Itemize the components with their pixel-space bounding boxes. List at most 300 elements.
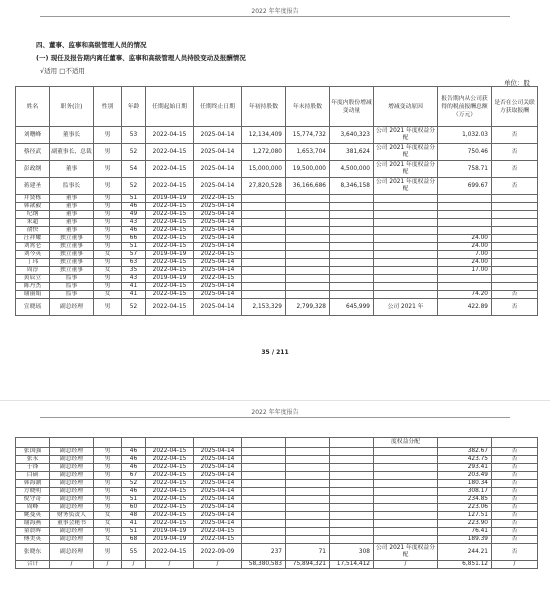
- cell-change: [330, 464, 374, 472]
- cell-related: 否: [492, 528, 538, 536]
- cell-start: 2022-04-15: [146, 259, 194, 267]
- cell-begin-shares: [242, 275, 286, 283]
- table-row: [16, 178, 538, 195]
- cell-end-shares: [286, 448, 330, 456]
- cell-pay: 234.85: [438, 496, 492, 504]
- cell-pay: [438, 211, 492, 219]
- cell-start: 2019-04-19: [146, 195, 194, 203]
- table-row: [16, 267, 538, 275]
- cell-gender: 男: [94, 472, 122, 480]
- cell-end: 2025-04-14: [194, 227, 242, 235]
- cell-pay: 750.46: [438, 144, 492, 161]
- cell-gender: 男: [94, 203, 122, 211]
- cell-begin-shares: [242, 472, 286, 480]
- cell-age: 46: [122, 464, 146, 472]
- cell-end: 2022-04-15: [194, 251, 242, 259]
- cell-begin-shares: [242, 536, 286, 544]
- cell-end-shares: [286, 267, 330, 275]
- cell-name: 彭政纲: [16, 161, 50, 178]
- cell-reason: [374, 504, 438, 512]
- cell-reason: [374, 275, 438, 283]
- cell-related: 否: [492, 544, 538, 561]
- cell-reason: [374, 488, 438, 496]
- cell-reason: [374, 520, 438, 528]
- cell-start: 2022-04-15: [146, 127, 194, 144]
- cell-name: 傅美英: [16, 536, 50, 544]
- cell-begin-shares: 12,134,409: [242, 127, 286, 144]
- cell-change: 3,640,323: [330, 127, 374, 144]
- cell-name: 蒋建圣: [16, 178, 50, 195]
- cell-gender: 男: [94, 178, 122, 195]
- cell-begin-shares: [242, 464, 286, 472]
- cell-title: 副总经理: [50, 299, 94, 316]
- cell-gender: 男: [94, 488, 122, 496]
- cell-name: 姚曼英: [16, 512, 50, 520]
- cell-name: 刘今英: [16, 251, 50, 259]
- cell-pay: [438, 227, 492, 235]
- cell-title: 独立董事: [50, 267, 94, 275]
- cell-begin-shares: [242, 203, 286, 211]
- cell-related: [492, 227, 538, 235]
- cell-pay: 293.41: [438, 464, 492, 472]
- cell-begin-shares: [242, 291, 286, 299]
- cell-start: 2019-04-19: [146, 251, 194, 259]
- cell-name: 谢海燕: [16, 520, 50, 528]
- cell-change: 381,624: [330, 144, 374, 161]
- cell-reason: [374, 195, 438, 203]
- section-title: 四、董事、监事和高级管理人员的情况: [36, 41, 147, 49]
- cell-end: 2025-04-14: [194, 161, 242, 178]
- cell-change: [330, 528, 374, 536]
- cell-begin-shares: [242, 528, 286, 536]
- cell-change: 4,500,000: [330, 161, 374, 178]
- cell-related: [492, 219, 538, 227]
- table-row: [16, 275, 538, 283]
- cell-end-shares: [286, 504, 330, 512]
- cell-related: 否: [492, 161, 538, 178]
- cell-age: 51: [122, 195, 146, 203]
- cell-age: 51: [122, 496, 146, 504]
- cell-name: 于锋: [16, 464, 50, 472]
- cell-end: 2025-04-14: [194, 291, 242, 299]
- cell-change: [330, 259, 374, 267]
- cell-start: 2022-04-15: [146, 203, 194, 211]
- cell-gender: 女: [94, 251, 122, 259]
- cell-name: 汪祥耀: [16, 235, 50, 243]
- cell-reason: /: [374, 561, 438, 569]
- cell-related: [492, 283, 538, 291]
- column-header: 年度内股份增减变动量: [330, 87, 374, 127]
- cell-change: [330, 195, 374, 203]
- cell-age: 46: [122, 227, 146, 235]
- cell-change: [330, 512, 374, 520]
- cell-begin-shares: 58,380,583: [242, 561, 286, 569]
- table-row: [16, 144, 538, 161]
- cell-title: 副总经理: [50, 496, 94, 504]
- table-row: [16, 504, 538, 512]
- cell-pay: [438, 283, 492, 291]
- table-row: [16, 283, 538, 291]
- cell-related: 否: [492, 472, 538, 480]
- column-header: 年初持股数: [242, 87, 286, 127]
- table-row: [16, 211, 538, 219]
- cell-end: 2025-04-14: [194, 144, 242, 161]
- cell-title: 副总经理: [50, 544, 94, 561]
- cell-end-shares: [286, 275, 330, 283]
- cell-gender: 男: [94, 275, 122, 283]
- cell-pay: 203.49: [438, 472, 492, 480]
- cell-age: 51: [122, 528, 146, 536]
- cell-change: 645,999: [330, 299, 374, 316]
- cell-end: 2025-04-14: [194, 235, 242, 243]
- cell-start: 2022-04-15: [146, 488, 194, 496]
- cell-end-shares: [286, 203, 330, 211]
- cell-end-shares: [286, 243, 330, 251]
- cell-pay: 244.21: [438, 544, 492, 561]
- subsection-title: (一) 现任及报告期内离任董事、监事和高级管理人员持股变动及报酬情况: [36, 54, 246, 62]
- cell-gender: 男: [94, 259, 122, 267]
- cell-name: 井贤栋: [16, 195, 50, 203]
- cell-related: 否: [492, 512, 538, 520]
- cell-reason: [374, 267, 438, 275]
- table-row: [16, 520, 538, 528]
- cell-title: 副总经理: [50, 488, 94, 496]
- cell-title: 董事: [50, 211, 94, 219]
- table-row: [16, 456, 538, 464]
- cell-pay: [438, 203, 492, 211]
- cell-title: 副总经理: [50, 464, 94, 472]
- cell-name: 童晨晖: [16, 528, 50, 536]
- table-row: [16, 448, 538, 456]
- cell-end-shares: [286, 283, 330, 291]
- cell-end-shares: 19,500,000: [286, 161, 330, 178]
- cell-gender: 男: [94, 161, 122, 178]
- cell-age: 43: [122, 219, 146, 227]
- cell-related: 否: [492, 299, 538, 316]
- cell-name: 丁玮: [16, 259, 50, 267]
- cell-start: 2022-04-15: [146, 299, 194, 316]
- cell-age: 48: [122, 512, 146, 520]
- cell-title: 董事: [50, 203, 94, 211]
- cell-related: [492, 203, 538, 211]
- header-rule-2: [40, 417, 510, 418]
- cell-age: 46: [122, 448, 146, 456]
- cell-name: 谢丽娟: [16, 291, 50, 299]
- cell-change: [330, 480, 374, 488]
- shareholding-table: [15, 86, 538, 316]
- table-row: [16, 195, 538, 203]
- cell-change: [330, 267, 374, 275]
- cell-related: [492, 267, 538, 275]
- cell-age: 41: [122, 283, 146, 291]
- cell-age: 43: [122, 275, 146, 283]
- cell-start: 2019-04-19: [146, 536, 194, 544]
- cell-related: 否: [492, 496, 538, 504]
- cell-gender: 女: [94, 512, 122, 520]
- cell-begin-shares: [242, 488, 286, 496]
- running-header: 2022 年年度报告: [251, 8, 299, 15]
- cell-begin-shares: [242, 283, 286, 291]
- cell-change: [330, 291, 374, 299]
- cell-reason: 公司 2021 年度权益分配: [374, 161, 438, 178]
- table-row: [16, 259, 538, 267]
- cell-end-shares: [286, 496, 330, 504]
- cell-gender: 女: [94, 267, 122, 275]
- cell-end-shares: [286, 456, 330, 464]
- cell-reason: [374, 291, 438, 299]
- cell-start: 2022-04-15: [146, 144, 194, 161]
- cell-end: 2025-04-14: [194, 219, 242, 227]
- cell-title: 监事长: [50, 178, 94, 195]
- cell-related: [492, 211, 538, 219]
- cell-age: 54: [122, 161, 146, 178]
- cell-reason: [374, 235, 438, 243]
- cell-age: 35: [122, 267, 146, 275]
- table-row: [16, 488, 538, 496]
- cell-start: 2019-04-19: [146, 528, 194, 536]
- cell-begin-shares: [242, 267, 286, 275]
- table-row: [16, 291, 538, 299]
- cell-end: 2025-04-14: [194, 456, 242, 464]
- cell-reason: 公司 2021 年: [374, 299, 438, 316]
- cell-gender: 女: [94, 520, 122, 528]
- cell-name: 张晓东: [16, 544, 50, 561]
- cell-name: 张永: [16, 456, 50, 464]
- cell-pay: 223.06: [438, 504, 492, 512]
- cell-age: 52: [122, 299, 146, 316]
- cell-gender: 男: [94, 227, 122, 235]
- cell-title: 监事: [50, 291, 94, 299]
- cell-gender: 男: [94, 299, 122, 316]
- table-row: [16, 480, 538, 488]
- cell-begin-shares: 237: [242, 544, 286, 561]
- cell-begin-shares: [242, 219, 286, 227]
- cell-change: [330, 472, 374, 480]
- cell-reason: [374, 227, 438, 235]
- table-row: [16, 512, 538, 520]
- cell-title: 董事: [50, 195, 94, 203]
- cell-name: 朱超: [16, 219, 50, 227]
- cell-gender: 女: [94, 536, 122, 544]
- cell-end: 2025-04-14: [194, 496, 242, 504]
- cell-title: 财务负责人: [50, 512, 94, 520]
- cell-reason: [374, 219, 438, 227]
- cell-start: /: [146, 561, 194, 569]
- column-header: 增减变动原因: [374, 87, 438, 127]
- cell-name: 陈丹杰: [16, 283, 50, 291]
- cell-title: 副总经理: [50, 456, 94, 464]
- cell-pay: 423.75: [438, 456, 492, 464]
- cell-begin-shares: [242, 456, 286, 464]
- table-row: [16, 561, 538, 569]
- column-header: 任期起始日期: [146, 87, 194, 127]
- cell-end: 2025-04-14: [194, 299, 242, 316]
- cell-end-shares: 1,653,704: [286, 144, 330, 161]
- header-rule: [40, 16, 510, 17]
- cell-pay: 7.00: [438, 251, 492, 259]
- cell-title: 副总经理: [50, 504, 94, 512]
- cell-change: [330, 536, 374, 544]
- table-row: [16, 496, 538, 504]
- cell-end-shares: [286, 512, 330, 520]
- cell-pay: 382.67: [438, 448, 492, 456]
- cell-pay: 308.17: [438, 488, 492, 496]
- cell-name: 周峰: [16, 504, 50, 512]
- cell-related: 否: [492, 504, 538, 512]
- cell-title: 副董事长、总裁: [50, 144, 94, 161]
- cell-pay: 180.34: [438, 480, 492, 488]
- cell-gender: 男: [94, 283, 122, 291]
- cell-pay: 17.00: [438, 267, 492, 275]
- cell-related: 否: [492, 536, 538, 544]
- cell-related: [492, 259, 538, 267]
- cell-change: [330, 456, 374, 464]
- cell-end-shares: [286, 464, 330, 472]
- table-row: [16, 243, 538, 251]
- cell-begin-shares: 27,820,528: [242, 178, 286, 195]
- cell-end-shares: [286, 291, 330, 299]
- cell-related: 否: [492, 520, 538, 528]
- cell-pay: [438, 195, 492, 203]
- cell-end-shares: 15,774,732: [286, 127, 330, 144]
- cell-age: 41: [122, 291, 146, 299]
- column-header: 性别: [94, 87, 122, 127]
- cell-begin-shares: [242, 448, 286, 456]
- table-row: [16, 544, 538, 561]
- cell-end-shares: 71: [286, 544, 330, 561]
- cell-name: 俞快: [16, 227, 50, 235]
- cell-related: [492, 251, 538, 259]
- cell-pay: [438, 219, 492, 227]
- cell-end-shares: 2,799,328: [286, 299, 330, 316]
- cell-name: 白硕: [16, 472, 50, 480]
- cell-end: 2025-04-14: [194, 448, 242, 456]
- cell-begin-shares: [242, 195, 286, 203]
- cell-end-shares: 75,894,321: [286, 561, 330, 569]
- cell-begin-shares: [242, 243, 286, 251]
- cell-reason: [374, 512, 438, 520]
- cell-related: 否: [492, 291, 538, 299]
- cell-related: [492, 235, 538, 243]
- cell-reason: [374, 472, 438, 480]
- cell-name: 周淳: [16, 267, 50, 275]
- cell-title: 副总经理: [50, 480, 94, 488]
- unit-label: 单位：股: [504, 79, 530, 87]
- cell-gender: 男: [94, 504, 122, 512]
- cell-title: /: [50, 561, 94, 569]
- cell-related: [492, 243, 538, 251]
- cell-reason: [374, 496, 438, 504]
- cell-name: 黄辰立: [16, 275, 50, 283]
- cell-change: 8,346,158: [330, 178, 374, 195]
- cell-gender: 男: [94, 195, 122, 203]
- cell-title: 副总经理: [50, 448, 94, 456]
- page-number: 35 / 211: [261, 349, 289, 356]
- cell-gender: 男: [94, 211, 122, 219]
- cell-end: 2025-04-14: [194, 520, 242, 528]
- cell-gender: 男: [94, 448, 122, 456]
- cell-age: 49: [122, 211, 146, 219]
- cell-age: 41: [122, 520, 146, 528]
- cell-end: 2025-04-14: [194, 464, 242, 472]
- cell-end: 2025-04-14: [194, 488, 242, 496]
- cell-start: 2022-04-15: [146, 472, 194, 480]
- cell-start: 2022-04-15: [146, 291, 194, 299]
- cell-change: [330, 496, 374, 504]
- cell-age: 52: [122, 178, 146, 195]
- cell-pay: 24.00: [438, 259, 492, 267]
- cell-change: [330, 488, 374, 496]
- cell-start: 2022-04-15: [146, 161, 194, 178]
- cell-title: 副总经理: [50, 528, 94, 536]
- cell-start: 2022-04-15: [146, 456, 194, 464]
- cell-age: 60: [122, 504, 146, 512]
- cell-gender: 男: [94, 243, 122, 251]
- column-header: 报告期内从公司获得的税前报酬总额（万元）: [438, 87, 492, 127]
- cell-begin-shares: [242, 259, 286, 267]
- cell-pay: 189.39: [438, 536, 492, 544]
- cell-end: /: [194, 561, 242, 569]
- cell-gender: 男: [94, 544, 122, 561]
- table-row: [16, 299, 538, 316]
- cell-reason: [374, 203, 438, 211]
- cell-related: /: [492, 561, 538, 569]
- cell-related: 否: [492, 144, 538, 161]
- table-row: [16, 251, 538, 259]
- cell-change: [330, 211, 374, 219]
- cell-reason: 公司 2021 年度权益分配: [374, 544, 438, 561]
- cell-begin-shares: 2,153,329: [242, 299, 286, 316]
- cell-title: 独立董事: [50, 259, 94, 267]
- table-row: [16, 528, 538, 536]
- cell-end: 2022-04-15: [194, 536, 242, 544]
- cell-pay: 422.89: [438, 299, 492, 316]
- cell-related: 否: [492, 456, 538, 464]
- table-header-row: [16, 87, 538, 127]
- cell-name: 宣晓瑶: [16, 299, 50, 316]
- cell-start: 2022-04-15: [146, 496, 194, 504]
- cell-end: 2025-04-14: [194, 259, 242, 267]
- cell-change: [330, 219, 374, 227]
- cell-title: 董事: [50, 161, 94, 178]
- cell-title: 董事会秘书: [50, 520, 94, 528]
- cell-gender: 男: [94, 144, 122, 161]
- cell-gender: /: [94, 561, 122, 569]
- cell-change: 17,514,412: [330, 561, 374, 569]
- cell-title: 董事: [50, 227, 94, 235]
- cell-gender: 男: [94, 464, 122, 472]
- cell-gender: 男: [94, 235, 122, 243]
- continuation-reason-cell: 度权益分配: [374, 438, 438, 448]
- cell-pay: 1,032.03: [438, 127, 492, 144]
- cell-pay: 24.00: [438, 243, 492, 251]
- cell-pay: 6,851.12: [438, 561, 492, 569]
- cell-name: 刘曙峰: [16, 127, 50, 144]
- column-header: 任期终止日期: [194, 87, 242, 127]
- cell-name: 倪守奇: [16, 496, 50, 504]
- cell-change: [330, 243, 374, 251]
- cell-pay: 127.51: [438, 512, 492, 520]
- cell-end: 2025-04-14: [194, 472, 242, 480]
- cell-start: 2022-04-15: [146, 480, 194, 488]
- cell-change: [330, 283, 374, 291]
- table-row: [16, 536, 538, 544]
- cell-begin-shares: [242, 227, 286, 235]
- applicability-option: √适用 □不适用: [40, 67, 85, 75]
- column-header: 职务(注): [50, 87, 94, 127]
- cell-start: 2022-04-15: [146, 544, 194, 561]
- cell-title: 监事: [50, 275, 94, 283]
